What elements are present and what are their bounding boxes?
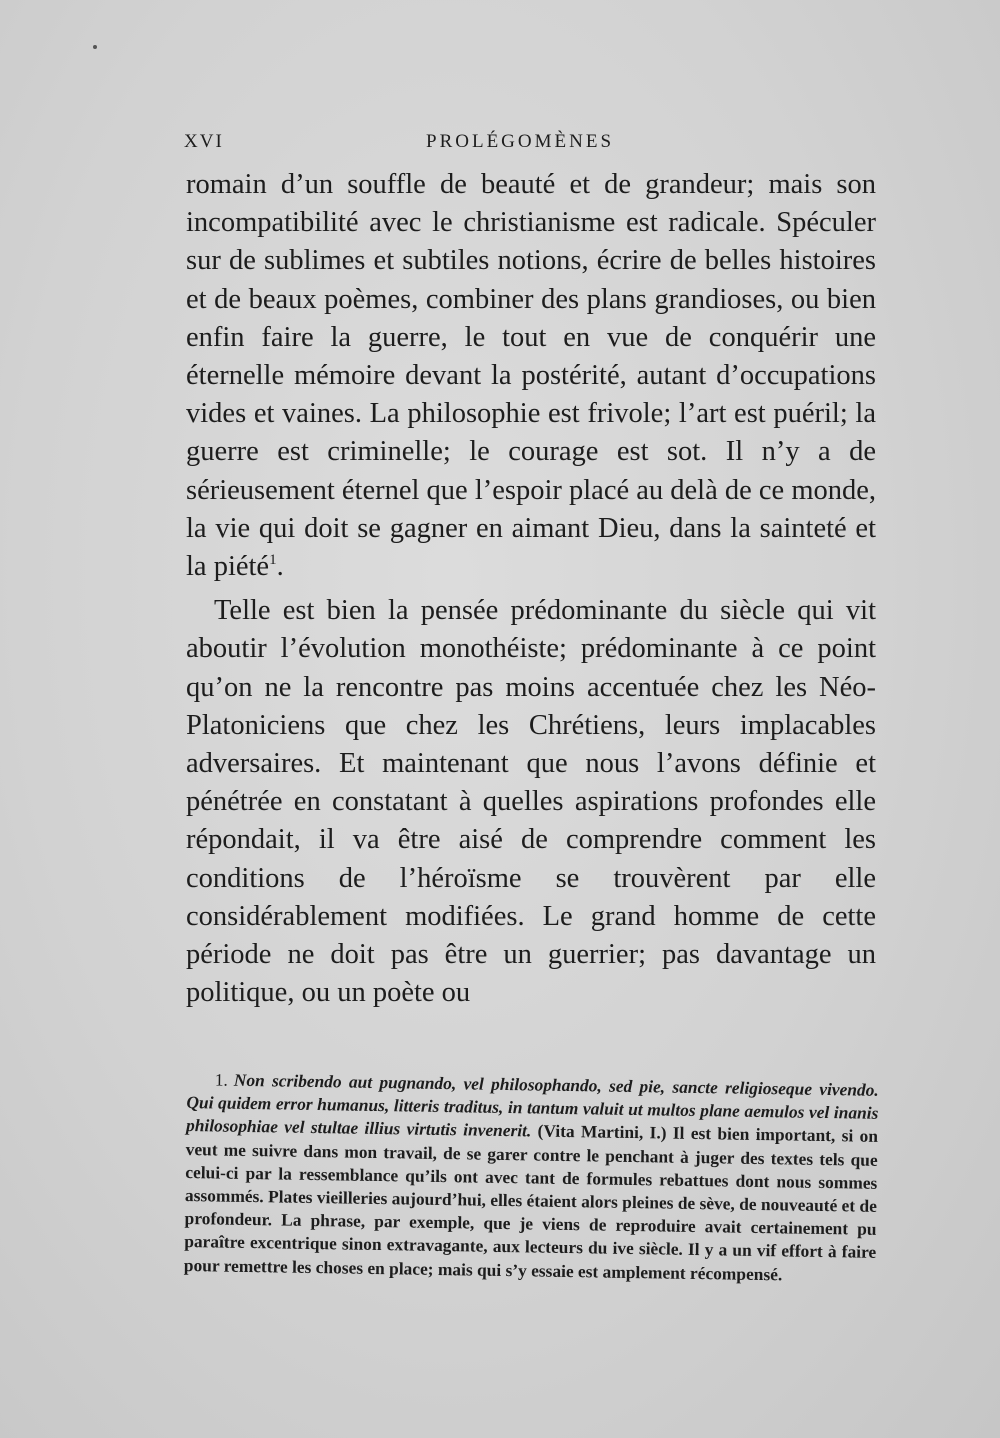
- page-number: XVI: [184, 131, 224, 152]
- footnote: [184, 1068, 879, 1288]
- paragraph-end: .: [276, 551, 284, 583]
- paragraph-text: Telle est bien la pensée prédominante du siècle qui vit aboutir l’évolution monothéiste; prédominante à ce point qu’on ne la rencontre pas moins accentuée chez les Néo-Platoniciens que chez les Chrétiens, leurs implacables adversaires. Et maintenant que nous l’avons définie et pénétrée en constatant à quelles aspirations profondes elle répondait, il va être aisé de comprendre comment les conditions de l’héroïsme se trouvèrent par elle considérablement modifiées. Le grand homme de cette période ne doit pas être un guerrier; pas davantage un politique, ou un poète ou: [186, 595, 876, 1009]
- footnote-number: 1.: [214, 1069, 229, 1090]
- paragraph-text: romain d’un souffle de beauté et de grandeur; mais son incompatibilité avec le christianisme est radicale. Spéculer sur de sublimes et subtiles notions, écrire de belles histoires et de beaux poèmes, combiner des plans grandioses, ou bien enfin faire la guerre, le tout en vue de conquérir une éternelle mémoire devant la postérité, autant d’occupations vides et vaines. La philosophie est frivole; l’art est puéril; la guerre est criminelle; le courage est sot. Il n’y a de sérieusement éternel que l’espoir placé au delà de ce monde, la vie qui doit se gagner en aimant Dieu, dans la sainteté et la piété: [186, 169, 877, 583]
- main-text: [186, 166, 876, 1012]
- paragraph: [186, 592, 876, 1012]
- footnote-latin-quote: Non scribendo aut pugnando, vel philosophando, sed pie, sancte religioseque vivendo. Qui quidem error humanus, litteris traditus, in tantum valuit ut multos plane aemulos vel inanis philosophiae vel stultae illius virtutis invenerit.: [185, 1069, 879, 1141]
- running-head: [184, 131, 876, 161]
- footnote-reference: 1: [269, 552, 277, 569]
- footnote-paragraph: [184, 1068, 879, 1288]
- paragraph: [186, 166, 876, 586]
- running-title: PROLÉGOMÈNES: [426, 131, 615, 152]
- dust-speck: [93, 45, 97, 49]
- footnote-commentary: (Vita Martini, I.) Il est bien important, si on veut me suivre dans mon travail, de se garer contre le penchant à juger des textes tels que celui-ci par la ressemblance qu’ils ont avec tant de formules rebattues dont nous sommes assommés. Plates vieilleries aujourd’hui, elles étaient alors pleines de sève, de nouveauté et de profondeur. La phrase, par exemple, que je viens de reproduire avait certainement pu paraître excentrique sinon extravagante, aux lecteurs du ive siècle. Il y a un vif effort à faire pour remettre les choses en place; mais qui s’y essaie est amplement récompensé.: [183, 1120, 879, 1284]
